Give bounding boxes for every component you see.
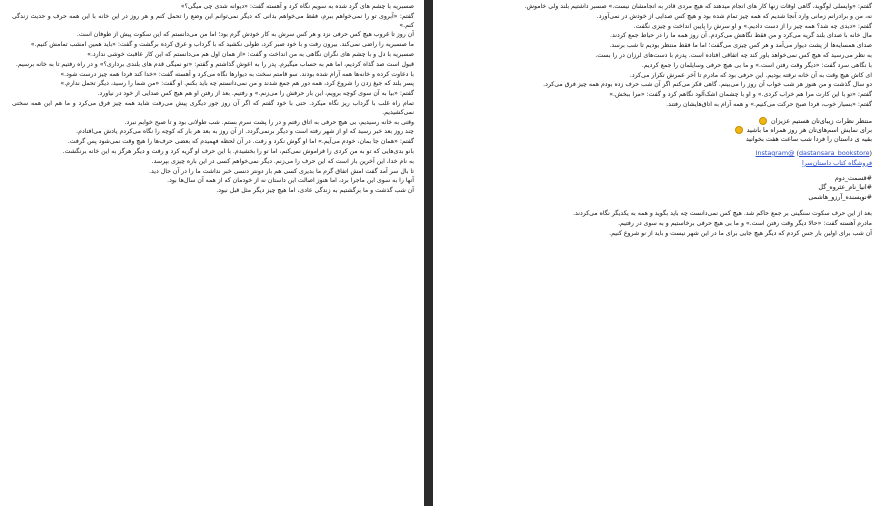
paragraph: تا بال سر آمد گفت امش اتفاق گرم ما بدیری کسی هم بار دونتر دنسی خبر نداشت ما را در آن حال دید. <box>149 167 414 175</box>
paragraph: به نام خدا، این آخرین بار است که این حرف را می‌زنم. دیگر نمی‌خواهم کسی در این باره چیزی بپرسد. <box>151 157 414 165</box>
smile-emoji-icon <box>735 126 743 134</box>
paragraph: ای کاش هیچ وقت به آن خانه نرفته بودیم. این حرفی بود که مادرم تا آخر عمرش تکرار می‌کرد. <box>629 71 872 79</box>
paragraph: گفتم: «آبروی تو را نمی‌خواهم ببرم، فقط می‌خواهم بدانی که دیگر نمی‌توانم این وضع را تحمل کنم و هر روز در این خانه با این همه حرف و حدیث زندگی کنم.» <box>12 12 414 29</box>
paragraph: ما صسبریه را راضی نمی‌کند. بیرون رفت و با خود صبر کرد، طولی نکشید که با گرداب و عرق کرده برگشت و گفت: «باید همین امشب تمامش کنیم.» <box>30 41 414 49</box>
paragraph: گفتم: «تو با این کارت مرا هم خراب کردی.» و او با چشمان اشک‌آلود نگاهم کرد و گفت: «مرا ببخش.» <box>609 91 872 99</box>
hashtag[interactable]: #انیا_نام_عثروه_گل <box>818 183 872 192</box>
paragraph: به نظر می‌رسید که هیچ کس نمی‌خواهد باور کند چه اتفاقی افتاده است. پدرم با دست‌های لرزان در را بست. <box>595 51 872 59</box>
paragraph: آنها را به سوی این ماجرا برد، اما هنوز اصالت این داستان نه از خودمان که از همه آن سال‌ها بود. <box>167 177 414 185</box>
hashtag[interactable]: #قسمت_دوم <box>834 173 872 182</box>
paragraph: وقتی به خانه رسیدیم، بی هیچ حرفی به اتاق رفتم و در را پشت سرم بستم. شب طولانی بود و تا صبح خوابم نبرد. <box>124 118 414 126</box>
right-closing-text <box>445 210 872 238</box>
paragraph: بعد از این حرف سکوت سنگینی بر جمع حاکم شد. هیچ کس نمی‌دانست چه باید بگوید و همه به یکدیگر نگاه می‌کردند. <box>573 210 872 218</box>
promo-title: منتظر نظرات زیبای‌تان هستیم عزیزان <box>445 117 872 126</box>
paragraph: با دعاوت کرده و خانه‌ها همه آرام شده بودند. سو قامتم سخت به دیوارها نگاه می‌کرد و آهسته گفت: «خدا کند فردا همه چیز درست شود.» <box>60 70 414 78</box>
paragraph: صسبریه با چشم های گرد شده به سویم نگاه کرد و آهسته گفت: «دیوانه شدی چی میگی؟» <box>180 3 414 10</box>
instagram-handle-link[interactable]: dastansara_bookstore <box>799 148 870 157</box>
paragraph: آن شب برای اولین بار حس کردم که دیگر هیچ جایی برای ما در این شهر نیست و باید از نو شروع کنیم. <box>609 229 872 237</box>
hashtag-list <box>445 174 872 203</box>
paragraph: گفتم: «بیا به آن سوی کوچه برویم، این بار حرفش را می‌زنم.» و رفتیم. بعد از رفتن او هم هیچ کس صدایی از خود در نیاورد. <box>97 90 414 98</box>
paragraph: گفتم: «دیدی چه شد؟ همه چیز را از دست دادیم.» و او سرش را پایین انداخت و چیزی نگفت. <box>633 22 872 30</box>
paragraph: پسر بلند که جیغ زدن را شروع کرد، همه دور هم جمع شدند و من نمی‌دانستم چه باید بکنم. او گفت: «من شما را رسید، دیگر تحمل ندارم.» <box>60 80 414 88</box>
bookstore-link[interactable]: فروشگاه کتاب داستان‌سرا <box>801 158 872 167</box>
instagram-label-link[interactable]: Instagram@ <box>755 148 795 157</box>
paragraph: گفتم: «بسیار خوب، فردا صبح حرکت می‌کنیم.» و همه آرام به اتاق‌هایشان رفتند. <box>666 100 872 108</box>
promo-line: برای نمایش اسم‌های‌تان هر روز همراه ما باشید <box>445 126 872 135</box>
paragraph: با نگاهی سرد گفت: «دیگر وقت رفتن است.» و ما بی هیچ حرفی وسایلمان را جمع کردیم. <box>641 61 872 69</box>
paragraph: صسبریه با دل و با چشم های نگران نگاهی به من انداخت و گفت: «از همان اول هم می‌دانستم که این کار عاقبت خوشی ندارد.» <box>87 50 414 58</box>
left-page <box>0 0 424 506</box>
paragraph: نه، من و برادرانم زمانی وارد آنجا شدیم که همه چیز تمام شده بود و هیچ کس صدایی از خودش در نمی‌آورد. <box>596 12 872 20</box>
paragraph: مال خانه با صدای بلند گریه می‌کرد و من فقط نگاهش می‌کردم. آن روز همه ما را در حیاط جمع کردند. <box>610 32 872 40</box>
paragraph: آن شب گذشت و ما برگشتیم به زندگی عادی، اما هیچ چیز دیگر مثل قبل نبود. <box>216 187 414 195</box>
paragraph: تمام راه غلب با گرداب ریز نگاه میکرد. حتی با خود گفتم که اگر آن روز جور دیگری پیش می‌رفت شاید همه چیز فرق می‌کرد و ما هم این همه سختی نمی‌کشیدیم. <box>12 99 414 116</box>
social-links: Instagram@ (dastansara_bookstore) فروشگاه کتاب داستان‌سرا <box>755 148 872 167</box>
right-main-text <box>445 3 872 110</box>
paragraph: مادرم آهسته گفت: «حالا دیگر وقت رفتن است.» و ما بی هیچ حرفی برخاستیم و به سوی در رفتیم. <box>618 220 872 228</box>
paragraph: صدای همسایه‌ها از پشت دیوار می‌آمد و هر کس چیزی می‌گفت؛ اما ما فقط منتظر بودیم تا شب برسد. <box>609 42 872 50</box>
page-divider <box>424 0 433 506</box>
paragraph: بانو بدی‌هایی که تو به من کردی را فراموش نمی‌کنم، اما تو را بخشیدم. با این حرف او گریه کرد و رفت و دیگر هرگز به این خانه برنگشت. <box>62 147 414 155</box>
smile-emoji-icon <box>759 117 767 125</box>
paragraph: چند روز بعد خبر رسید که او از شهر رفته است و دیگر برنمی‌گردد. از آن روز به بعد هر بار که کوچه را نگاه می‌کردم یادش می‌افتادم. <box>76 128 414 136</box>
paragraph: گفتم: «همان جا بمان، خودم می‌آیم.» اما او گوش نکرد و رفت. در آن لحظه فهمیدم که بعضی حرف‌ها را هیچ وقت نمی‌شود پس گرفت. <box>67 138 414 146</box>
paragraph: قبول است صد گذاه کردیم، اما هم به حساب میگیرم. پدر را به اعوش گذاشتم و گفتم: «تو نمیگی قدم های بلندی برداری؟» و در راه رفتیم تا به خانه برسیم. <box>15 60 414 68</box>
paragraph: گفتم: «وایسلی لوگوید، گاهی اوقات زنها کار های انجام میدهند که هیچ مردی قادر به انجامشان نیست.» صسبر داشتیم بلند ولی خاموش. <box>524 3 872 10</box>
promo-sub: بقیه ی داستان را فردا شب ساعت هفت بخوانید <box>745 134 872 143</box>
right-page <box>433 0 882 506</box>
paragraph: آن روز تا غروب هیچ کس حرفی نزد و هر کس سرش به کار خودش گرم بود؛ اما من می‌دانستم که این سکوت پیش از طوفان است. <box>76 31 414 39</box>
hashtag[interactable]: #نویسنده_آرزو_هاشمی <box>808 192 872 201</box>
paragraph: دو سال گذشت و من هنوز هر شب خواب آن روز را می‌بینم. گاهی فکر می‌کنم اگر آن شب حرف زده بودم همه چیز فرق می‌کرد. <box>543 81 872 89</box>
